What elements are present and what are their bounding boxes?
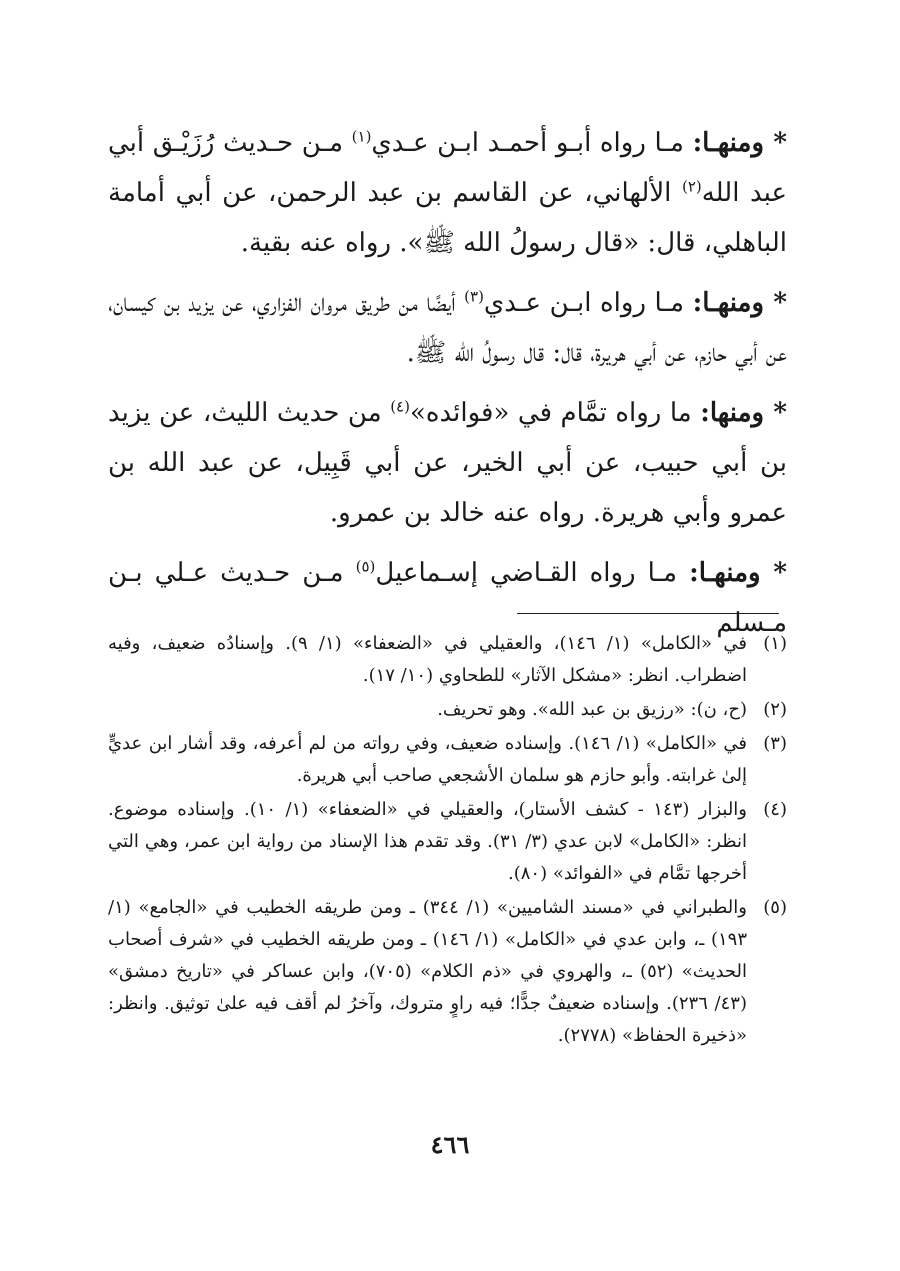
paragraph-lead: * ومنها: xyxy=(700,398,788,428)
paragraph-lead: * ومنهـا: xyxy=(689,558,787,588)
page-number: ٤٦٦ xyxy=(430,1130,470,1159)
footnote-4 xyxy=(108,794,787,890)
footnote-text: والطبراني في «مسند الشاميين» (١/ ٣٤٤) ـ ومن طريقه الخطيب في «الجامع» (١/ ١٩٣) ـ، وابن عدي في «الكامل» (١/ ١٤٦) ـ ومن طريقه الخطيب في «شرف أصحاب الحديث» (٥٢) ـ، والهروي في «ذم الكلام» (٧٠٥)، وابن عساكر في «تاريخ دمشق» (٤٣/ ٢٣٦). وإسناده ضعيفٌ جدًّا؛ فيه راوٍ متروك، وآخرُ لم أقف فيه علىٰ توثيق. وانظر: «ذخيرة الحفاظ» (٢٧٧٨). xyxy=(108,897,748,1046)
paragraph-lead: * ومنهـا: xyxy=(692,128,787,158)
paragraph-text: من حديث الليث، عن يزيد بن أبي حبيب، عن أبي الخير، عن أبي قَبِيل، عن عبد الله بن عمرو وأبي هريرة. رواه عنه خالد بن عمرو. xyxy=(108,398,787,528)
paragraph-text: مـا رواه أبـو أحمـد ابـن عـدي xyxy=(371,128,693,158)
paragraph-lead: * ومنهـا: xyxy=(692,288,787,318)
footnote-number: (٤) xyxy=(763,799,787,820)
footnote-number: (٥) xyxy=(763,897,787,918)
footnote-1 xyxy=(108,628,787,692)
main-text xyxy=(108,118,787,658)
paragraph-1 xyxy=(108,118,787,268)
paragraph-text: مـا رواه القـاضي إسـماعيل xyxy=(375,558,690,588)
footnote-text: (ح، ن): «رزيق بن عبد الله». وهو تحريف. xyxy=(437,699,747,720)
footnote-2 xyxy=(108,694,787,726)
paragraph-2 xyxy=(108,278,787,378)
footnote-number: (١) xyxy=(763,633,787,654)
paragraph-text: أيضًا من طريق مروان الفزاري، عن يزيد بن كيسان، عن أبي حازم، عن أبي هريرة، قال: قال رسولُ الله ﷺ. xyxy=(108,288,787,368)
footnote-text: والبزار (١٤٣ - كشف الأستار)، والعقيلي في «الضعفاء» (١/ ١٠). وإسناده موضوع. انظر: «الكامل» لابن عدي (٣/ ٣١). وقد تقدم هذا الإسناد من رواية ابن عمر، وهي التي أخرجها تمَّام في «الفوائد» (٨٠). xyxy=(108,799,748,884)
footnote-ref[interactable]: (١) xyxy=(351,127,372,146)
footnote-number: (٢) xyxy=(763,699,787,720)
footnote-5 xyxy=(108,892,787,1052)
footnote-text: في «الكامل» (١/ ١٤٦). وإسناده ضعيف، وفي رواته من لم أعرفه، وقد أشار ابن عديٍّ إلىٰ غرابته. وأبو حازم هو سلمان الأشجعي صاحب أبي هريرة. xyxy=(108,733,747,786)
paragraph-text: مـا رواه ابـن عـدي xyxy=(483,288,693,318)
footnote-ref[interactable]: (٥) xyxy=(355,557,376,576)
paragraph-text: مـن حـديث رُزَيْـق أبي عبد الله xyxy=(108,128,787,208)
footnote-ref[interactable]: (٤) xyxy=(390,397,410,416)
footnote-3 xyxy=(108,728,787,792)
paragraph-text: الألهاني، عن القاسم بن عبد الرحمن، عن أبي أمامة الباهلي، قال: «قال رسولُ الله ﷺ». رواه عنه بقية. xyxy=(108,178,787,258)
paragraph-3 xyxy=(108,388,787,538)
footnote-separator xyxy=(517,613,779,614)
footnote-text: في «الكامل» (١/ ١٤٦)، والعقيلي في «الضعفاء» (١/ ٩). وإسنادُه ضعيف، وفيه اضطراب. انظر: «مشكل الآثار» للطحاوي (١٠/ ١٧). xyxy=(108,633,747,686)
footnotes xyxy=(108,628,787,1054)
footnote-number: (٣) xyxy=(763,733,787,754)
paragraph-text: مـن حـديث عـلي بـن مـسلم xyxy=(108,558,787,638)
paragraph-text: ما رواه تمَّام في «فوائده» xyxy=(409,398,701,428)
footnote-ref[interactable]: (٣) xyxy=(464,287,484,306)
footnote-ref[interactable]: (٢) xyxy=(681,177,702,196)
